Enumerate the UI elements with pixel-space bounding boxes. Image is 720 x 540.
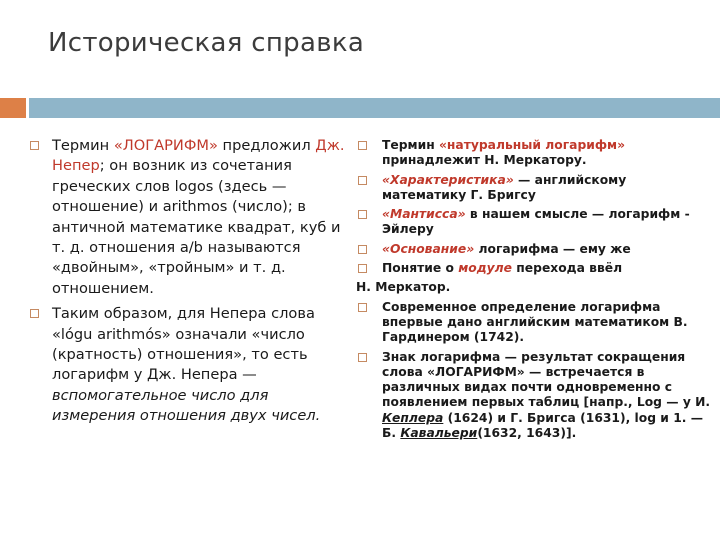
left-bullet-1 (28, 136, 354, 299)
square-bullet-icon (358, 303, 367, 312)
italic-definition: вспомогательное число для измерения отношения двух чисел. (52, 386, 321, 425)
divider-bar (26, 98, 720, 118)
right-bullet-5 (356, 261, 712, 276)
name-kepler: Кеплера (382, 410, 444, 425)
term-logarithm: «ЛОГАРИФМ» (113, 137, 218, 154)
text: принадлежит Н. Меркатору. (382, 153, 587, 168)
left-bullet-2 (28, 304, 354, 426)
text: Термин (382, 138, 439, 152)
right-bullet-4 (356, 242, 712, 257)
text: Понятие о (382, 261, 459, 276)
text: ; он возник из сочетания греческих слов logos (здесь — отношение) и arithmos (число); в античной математике квадрат, куб и т. д. отношения a/b называются «двойным», «тройным» и т. д. отношением. (52, 157, 341, 297)
right-bullet-7 (356, 350, 712, 442)
right-bullet-3 (356, 207, 712, 238)
square-bullet-icon (358, 176, 367, 185)
left-column (28, 136, 354, 432)
square-bullet-icon (30, 141, 39, 150)
text: логарифма — ему же (474, 241, 631, 256)
right-bullet-2 (356, 173, 712, 204)
text: Таким образом, для Непера слова «lógu arithmós» означали «число (кратность) отношения», то есть логарифм у Дж. Непера — (52, 305, 315, 384)
accent-block (0, 98, 26, 118)
right-column (356, 138, 712, 445)
text: Термин (52, 137, 114, 154)
square-bullet-icon (358, 245, 367, 254)
square-bullet-icon (358, 210, 367, 219)
term-characteristic: «Характеристика» (382, 172, 514, 187)
mercator-line: Н. Меркатор. (356, 280, 451, 295)
name-cavalieri: Кавальери (400, 426, 478, 441)
right-bullet-6 (356, 300, 712, 346)
name-napier: Дж. Непер (52, 137, 345, 175)
title-divider-band (0, 98, 720, 118)
text: перехода ввёл (512, 261, 623, 276)
term-mantissa: «Мантисса» (382, 207, 466, 222)
square-bullet-icon (358, 141, 367, 150)
text: — английскому математику Г. Бригсу (382, 172, 627, 202)
term-base: «Основание» (382, 241, 475, 256)
square-bullet-icon (30, 309, 39, 318)
text: (1632, 1643)]. (477, 426, 577, 441)
text: (1624) и Г. Бригса (1631), log и 1. — Б. (382, 410, 704, 441)
text: Знак логарифма — результат сокращения слова «ЛОГАРИФМ» — встречается в различных видах почти одновременно с появлением первых таблиц [напр., Log — у И. (382, 349, 711, 410)
term-natural-log: «натуральный логарифм» (438, 138, 626, 152)
square-bullet-icon (358, 264, 367, 273)
text: Современное определение логарифма впервые дано английским математиком В. Гардинером (1742). (382, 299, 688, 345)
term-modulus: модуле (458, 261, 513, 276)
text: в нашем смысле — логарифм - Эйлеру (382, 207, 690, 237)
right-bullet-1 (356, 138, 712, 169)
slide-title: Историческая справка (48, 28, 365, 58)
square-bullet-icon (358, 353, 367, 362)
text: предложил (217, 137, 316, 154)
